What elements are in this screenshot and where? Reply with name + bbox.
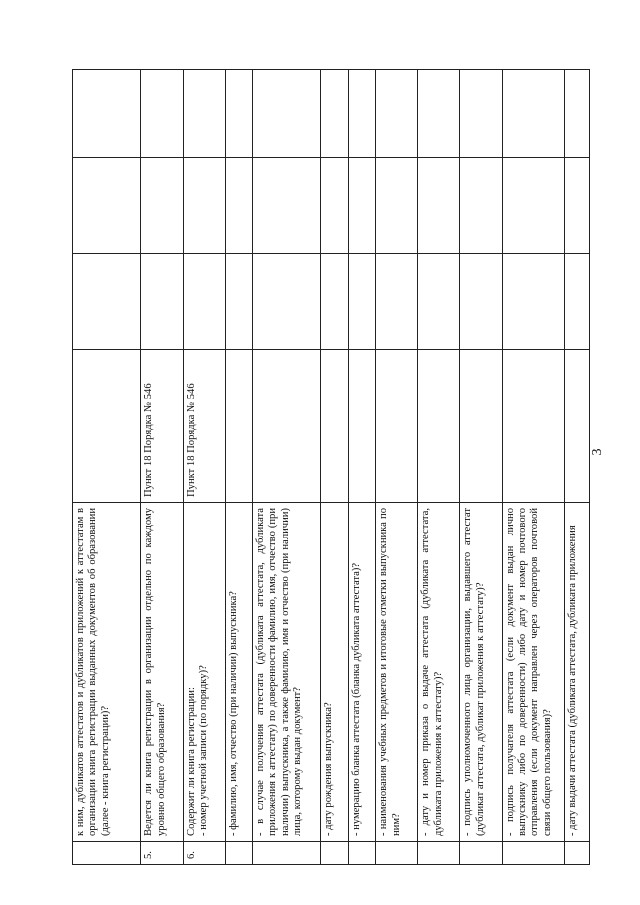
blank-cell <box>502 254 564 350</box>
blank-cell <box>225 254 252 350</box>
blank-cell <box>376 254 418 350</box>
row-number <box>564 842 589 865</box>
table-row <box>321 70 348 865</box>
reference-cell <box>253 350 321 503</box>
row-number <box>225 842 252 865</box>
blank-cell <box>253 70 321 158</box>
question-cell: - подпись уполномоченного лица организации, выдавшего аттестат (дубликат аттестата, дубликат приложения к аттестату)? <box>460 503 502 842</box>
question-cell: - дату выдачи аттестата (дубликата аттестата, дубликата приложения <box>564 503 589 842</box>
inspection-table <box>72 69 590 865</box>
blank-cell <box>564 158 589 254</box>
blank-cell <box>376 158 418 254</box>
row-number <box>376 842 418 865</box>
blank-cell <box>321 158 348 254</box>
blank-cell <box>141 254 183 350</box>
table-row <box>564 70 589 865</box>
rotated-page <box>72 70 590 865</box>
blank-cell <box>73 70 141 158</box>
row-number <box>418 842 460 865</box>
row-number: 5. <box>141 842 183 865</box>
reference-cell <box>460 350 502 503</box>
blank-cell <box>348 70 375 158</box>
table-row <box>418 70 460 865</box>
blank-cell <box>225 70 252 158</box>
blank-cell <box>418 70 460 158</box>
question-cell: - фамилию, имя, отчество (при наличии) выпускника? <box>225 503 252 842</box>
reference-cell <box>418 350 460 503</box>
question-cell: - дату и номер приказа о выдаче аттестата (дубликата аттестата, дубликата приложения к аттестату)? <box>418 503 460 842</box>
blank-cell <box>348 158 375 254</box>
reference-cell: Пункт 18 Порядка № 546 <box>183 350 225 503</box>
blank-cell <box>418 158 460 254</box>
table-row <box>73 70 141 865</box>
row-number <box>502 842 564 865</box>
blank-cell <box>253 158 321 254</box>
blank-cell <box>502 158 564 254</box>
blank-cell <box>460 70 502 158</box>
blank-cell <box>73 158 141 254</box>
row-number <box>73 842 141 865</box>
question-cell: к ним, дубликатов аттестатов и дубликатов приложений к аттестатам в организации книга регистрации выданных документов об образовании (далее - книга регистрации)? <box>73 503 141 842</box>
blank-cell <box>253 254 321 350</box>
blank-cell <box>321 70 348 158</box>
question-cell: - дату рождения выпускника? <box>321 503 348 842</box>
row-number <box>253 842 321 865</box>
reference-cell <box>225 350 252 503</box>
question-cell: - подпись получателя аттестата (если документ выдан лично выпускнику либо по доверенности) либо дату и номер почтового отправления (если документ направлен через операторов почтовой связи общего пользования)? <box>502 503 564 842</box>
blank-cell <box>183 254 225 350</box>
blank-cell <box>183 158 225 254</box>
row-number <box>321 842 348 865</box>
blank-cell <box>564 70 589 158</box>
blank-cell <box>141 158 183 254</box>
blank-cell <box>460 158 502 254</box>
question-cell: - в случае получения аттестата (дубликата аттестата, дубликата приложения к аттестату) по доверенности фамилию, имя, отчество (при наличии) выпускника, а также фамилию, имя и отчество (при наличии) лица, которому выдан документ? <box>253 503 321 842</box>
reference-cell <box>564 350 589 503</box>
blank-cell <box>141 70 183 158</box>
blank-cell <box>183 70 225 158</box>
page-number: 3 <box>590 448 605 456</box>
table-row <box>502 70 564 865</box>
reference-cell <box>73 350 141 503</box>
table-row <box>141 70 183 865</box>
reference-cell <box>376 350 418 503</box>
table-row <box>348 70 375 865</box>
blank-cell <box>502 70 564 158</box>
reference-cell <box>348 350 375 503</box>
question-cell: - нумерацию бланка аттестата (бланка дубликата аттестата)? <box>348 503 375 842</box>
row-number <box>460 842 502 865</box>
blank-cell <box>348 254 375 350</box>
blank-cell <box>321 254 348 350</box>
reference-cell: Пункт 18 Порядка № 546 <box>141 350 183 503</box>
blank-cell <box>225 158 252 254</box>
reference-cell <box>321 350 348 503</box>
blank-cell <box>564 254 589 350</box>
table-row <box>183 70 225 865</box>
table-row <box>253 70 321 865</box>
question-cell: Ведется ли книга регистрации в организации отдельно по каждому уровню общего образования? <box>141 503 183 842</box>
row-number: 6. <box>183 842 225 865</box>
reference-cell <box>502 350 564 503</box>
blank-cell <box>376 70 418 158</box>
table-row <box>376 70 418 865</box>
blank-cell <box>73 254 141 350</box>
table-row <box>225 70 252 865</box>
blank-cell <box>418 254 460 350</box>
table-row <box>460 70 502 865</box>
question-cell: - наименования учебных предметов и итоговые отметки выпускника по ним? <box>376 503 418 842</box>
question-cell: Содержит ли книга регистрации: - номер учетной записи (по порядку)? <box>183 503 225 842</box>
blank-cell <box>460 254 502 350</box>
row-number <box>348 842 375 865</box>
